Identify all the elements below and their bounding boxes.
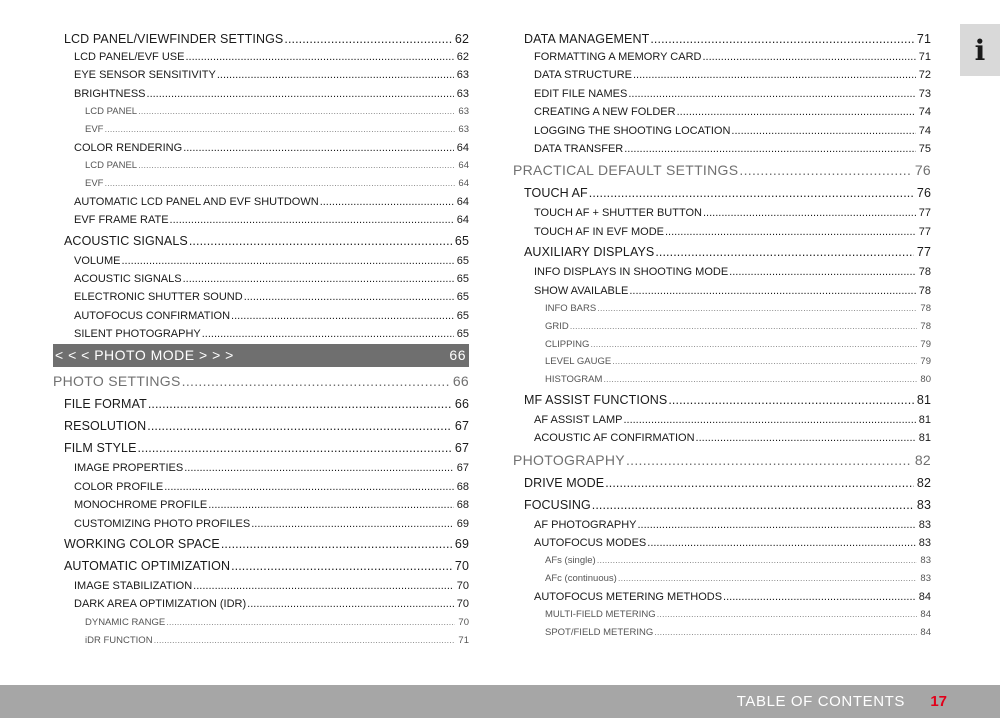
toc-entry[interactable] bbox=[513, 570, 931, 588]
toc-entry-label: AUXILIARY DISPLAYS bbox=[524, 245, 655, 260]
dot-leader bbox=[164, 478, 454, 496]
toc-entry-page: 64 bbox=[456, 141, 469, 154]
toc-entry-label: SHOW AVAILABLE bbox=[534, 284, 629, 297]
footer-title: TABLE OF CONTENTS bbox=[736, 693, 905, 710]
dot-leader bbox=[166, 614, 455, 632]
toc-entry[interactable] bbox=[53, 175, 469, 193]
toc-entry-label: LCD PANEL bbox=[85, 106, 138, 118]
toc-entry-page: 81 bbox=[916, 392, 931, 407]
dot-leader bbox=[668, 389, 914, 411]
toc-entry[interactable] bbox=[53, 533, 469, 555]
toc-entry-page: 83 bbox=[920, 555, 931, 567]
dot-leader bbox=[185, 48, 453, 66]
toc-entry[interactable] bbox=[513, 371, 931, 389]
dot-leader bbox=[729, 263, 916, 281]
toc-entry[interactable] bbox=[53, 515, 469, 533]
dot-leader bbox=[739, 158, 911, 182]
dot-leader bbox=[147, 415, 452, 437]
toc-entry[interactable] bbox=[53, 325, 469, 343]
dot-leader bbox=[696, 429, 916, 447]
toc-entry-label: AF PHOTOGRAPHY bbox=[534, 518, 637, 531]
toc-entry[interactable] bbox=[53, 270, 469, 288]
toc-entry-page: 82 bbox=[914, 451, 931, 468]
toc-entry[interactable] bbox=[513, 282, 931, 300]
toc-entry[interactable] bbox=[53, 393, 469, 415]
toc-entry-page: 71 bbox=[916, 32, 931, 46]
toc-entry-label: FOCUSING bbox=[524, 497, 591, 512]
toc-entry[interactable] bbox=[513, 552, 931, 570]
dot-leader bbox=[202, 325, 454, 343]
toc-entry-page: 77 bbox=[918, 225, 931, 238]
toc-entry[interactable] bbox=[513, 494, 931, 516]
toc-entry[interactable] bbox=[513, 204, 931, 222]
toc-entry-page: 78 bbox=[920, 320, 931, 332]
toc-entry-page: 78 bbox=[918, 266, 931, 279]
toc-entry-label: FILM STYLE bbox=[64, 441, 137, 456]
toc-entry-label: DATA STRUCTURE bbox=[534, 69, 632, 82]
toc-entry-page: 83 bbox=[916, 497, 931, 512]
toc-entry[interactable] bbox=[53, 66, 469, 84]
toc-entry-page: 72 bbox=[918, 69, 931, 82]
toc-entry[interactable] bbox=[53, 288, 469, 306]
toc-entry-label: iDR FUNCTION bbox=[85, 634, 153, 646]
toc-entry-label: BRIGHTNESS bbox=[74, 87, 146, 100]
toc-entry-label: DARK AREA OPTIMIZATION (IDR) bbox=[74, 598, 247, 611]
dot-leader bbox=[633, 66, 916, 84]
page-footer bbox=[0, 685, 1000, 718]
dot-leader bbox=[618, 570, 918, 588]
dot-leader bbox=[703, 204, 916, 222]
toc-entry-label: HISTOGRAM bbox=[545, 374, 603, 386]
toc-entry-label: COLOR RENDERING bbox=[74, 141, 183, 154]
dot-leader bbox=[654, 624, 917, 642]
toc-entry[interactable] bbox=[513, 389, 931, 411]
dot-leader bbox=[624, 140, 916, 158]
toc-entry[interactable] bbox=[513, 624, 931, 642]
toc-entry[interactable] bbox=[53, 614, 469, 632]
toc-entry-page: 81 bbox=[918, 432, 931, 445]
dot-leader bbox=[231, 555, 452, 577]
toc-entry[interactable] bbox=[53, 48, 469, 66]
dot-leader bbox=[170, 211, 454, 229]
info-tab bbox=[960, 24, 1000, 76]
toc-entry-label: ACOUSTIC AF CONFIRMATION bbox=[534, 432, 695, 445]
toc-entry[interactable] bbox=[53, 139, 469, 157]
dot-leader bbox=[603, 371, 917, 389]
toc-entry-label: AUTOMATIC OPTIMIZATION bbox=[64, 559, 231, 574]
dot-leader bbox=[208, 496, 454, 514]
toc-entry[interactable] bbox=[513, 48, 931, 66]
toc-entry-label: DATA TRANSFER bbox=[534, 142, 624, 155]
toc-entry-page: 78 bbox=[920, 302, 931, 314]
toc-entry-label: DRIVE MODE bbox=[524, 475, 605, 490]
dot-leader bbox=[657, 606, 918, 624]
dot-leader bbox=[121, 252, 453, 270]
toc-entry-page: 68 bbox=[456, 480, 469, 493]
toc-entry-page: 79 bbox=[920, 356, 931, 368]
toc-entry-label: SILENT PHOTOGRAPHY bbox=[74, 328, 201, 341]
toc-entry-label: COLOR PROFILE bbox=[74, 480, 164, 493]
toc-entry-page: 64 bbox=[458, 160, 469, 172]
toc-entry-label: MF ASSIST FUNCTIONS bbox=[524, 392, 668, 407]
dot-leader bbox=[597, 300, 917, 318]
dot-leader bbox=[138, 103, 455, 121]
dot-leader bbox=[244, 288, 454, 306]
toc-entry[interactable] bbox=[513, 606, 931, 624]
toc-entry-page: 83 bbox=[918, 537, 931, 550]
dot-leader bbox=[589, 182, 914, 204]
toc-entry-label: AUTOFOCUS CONFIRMATION bbox=[74, 309, 231, 322]
toc-entry[interactable] bbox=[53, 595, 469, 613]
toc-entry-label: DYNAMIC RANGE bbox=[85, 616, 166, 628]
toc-entry-page: 82 bbox=[916, 475, 931, 490]
toc-entry-label: IMAGE STABILIZATION bbox=[74, 580, 193, 593]
dot-leader bbox=[184, 459, 454, 477]
dot-leader bbox=[138, 437, 452, 459]
dot-leader bbox=[183, 139, 454, 157]
dot-leader bbox=[148, 393, 452, 415]
toc-entry-label: TOUCH AF bbox=[524, 186, 588, 201]
toc-entry[interactable] bbox=[53, 555, 469, 577]
toc-entry-page: 75 bbox=[918, 142, 931, 155]
toc-entry-label: FILE FORMAT bbox=[64, 397, 147, 412]
dot-leader bbox=[650, 30, 914, 48]
toc-entry[interactable] bbox=[513, 66, 931, 84]
toc-entry-page: 77 bbox=[916, 245, 931, 260]
toc-entry-page: 65 bbox=[456, 309, 469, 322]
toc-entry-page: 84 bbox=[920, 627, 931, 639]
dot-leader bbox=[147, 85, 454, 103]
toc-section-heading[interactable] bbox=[53, 369, 469, 393]
toc-entry-page: 67 bbox=[454, 441, 469, 456]
toc-entry-label: AUTOFOCUS METERING METHODS bbox=[534, 591, 723, 604]
toc-entry-label: LCD PANEL bbox=[85, 160, 138, 172]
toc-entry-page: 62 bbox=[456, 51, 469, 63]
toc-entry-label: PHOTOGRAPHY bbox=[513, 451, 625, 468]
toc-entry-page: 63 bbox=[456, 87, 469, 100]
toc-entry-page: 63 bbox=[458, 106, 469, 118]
dot-leader bbox=[183, 270, 454, 288]
toc-entry-page: 68 bbox=[456, 499, 469, 512]
toc-entry-label: TOUCH AF IN EVF MODE bbox=[534, 225, 664, 238]
toc-section-heading[interactable] bbox=[513, 158, 931, 182]
toc-entry[interactable] bbox=[513, 429, 931, 447]
toc-entry-label: EVF bbox=[85, 123, 104, 135]
toc-entry-page: 69 bbox=[456, 517, 469, 530]
info-icon: i bbox=[974, 33, 986, 67]
toc-entry-page: 78 bbox=[918, 284, 931, 297]
dot-leader bbox=[251, 515, 454, 533]
toc-entry[interactable] bbox=[513, 516, 931, 534]
toc-entry-page: 83 bbox=[918, 518, 931, 531]
toc-entry[interactable] bbox=[53, 157, 469, 175]
toc-entry-page: 66 bbox=[449, 347, 466, 364]
toc-entry-label: CUSTOMIZING PHOTO PROFILES bbox=[74, 517, 251, 530]
toc-entry[interactable] bbox=[53, 632, 469, 650]
dot-leader bbox=[154, 632, 456, 650]
toc-entry[interactable] bbox=[513, 103, 931, 121]
dot-leader bbox=[320, 193, 454, 211]
toc-entry-page: 64 bbox=[458, 177, 469, 189]
toc-entry-label: DATA MANAGEMENT bbox=[524, 32, 650, 46]
toc-entry-page: 74 bbox=[918, 124, 931, 137]
dot-leader bbox=[182, 369, 450, 393]
toc-entry[interactable] bbox=[513, 336, 931, 354]
toc-entry-page: 66 bbox=[454, 397, 469, 412]
toc-entry[interactable] bbox=[53, 577, 469, 595]
toc-entry-label: EYE SENSOR SENSITIVITY bbox=[74, 69, 216, 82]
toc-entry-page: 84 bbox=[920, 609, 931, 621]
toc-entry-label: AUTOFOCUS MODES bbox=[534, 537, 647, 550]
toc-entry-label: LCD PANEL/VIEWFINDER SETTINGS bbox=[64, 32, 284, 46]
dot-leader bbox=[570, 318, 918, 336]
toc-entry[interactable] bbox=[53, 478, 469, 496]
toc-entry-page: 73 bbox=[918, 87, 931, 100]
toc-entry[interactable] bbox=[53, 252, 469, 270]
toc-entry[interactable] bbox=[53, 459, 469, 477]
toc-entry[interactable] bbox=[513, 30, 931, 48]
toc-entry[interactable] bbox=[53, 30, 469, 48]
toc-entry-label: ACOUSTIC SIGNALS bbox=[74, 272, 182, 285]
dot-leader bbox=[623, 411, 915, 429]
dot-leader bbox=[217, 66, 454, 84]
toc-entry[interactable] bbox=[53, 103, 469, 121]
toc-entry-label: IMAGE PROPERTIES bbox=[74, 462, 184, 475]
toc-entry[interactable] bbox=[53, 437, 469, 459]
toc-entry[interactable] bbox=[53, 496, 469, 514]
toc-entry-page: 74 bbox=[918, 106, 931, 119]
toc-entry[interactable] bbox=[513, 472, 931, 494]
toc-entry-label: GRID bbox=[545, 320, 569, 332]
toc-entry-page: 62 bbox=[454, 32, 469, 46]
toc-entry-page: 76 bbox=[916, 186, 931, 201]
dot-leader bbox=[647, 534, 915, 552]
toc-entry[interactable] bbox=[513, 318, 931, 336]
toc-entry[interactable] bbox=[53, 211, 469, 229]
toc-entry-page: 63 bbox=[458, 123, 469, 135]
toc-entry[interactable] bbox=[513, 588, 931, 606]
toc-entry-page: 63 bbox=[456, 69, 469, 82]
toc-entry-page: 69 bbox=[454, 537, 469, 552]
dot-leader bbox=[221, 533, 452, 555]
dot-leader bbox=[104, 121, 455, 139]
dot-leader bbox=[592, 494, 914, 516]
toc-entry-page: 64 bbox=[456, 195, 469, 208]
toc-entry-label: RESOLUTION bbox=[64, 419, 147, 434]
toc-entry-page: 77 bbox=[918, 207, 931, 220]
dot-leader bbox=[247, 595, 454, 613]
page-number: 17 bbox=[930, 693, 947, 710]
dot-leader bbox=[637, 516, 915, 534]
toc-entry-page: 65 bbox=[456, 291, 469, 304]
dot-leader bbox=[612, 353, 917, 371]
toc-entry-page: 83 bbox=[920, 573, 931, 585]
toc-entry-label: EVF bbox=[85, 177, 104, 189]
toc-entry[interactable] bbox=[513, 263, 931, 281]
toc-entry[interactable] bbox=[513, 85, 931, 103]
toc-section-heading[interactable] bbox=[513, 448, 931, 472]
toc-entry-page: 65 bbox=[456, 328, 469, 341]
dot-leader bbox=[731, 122, 915, 140]
toc-entry[interactable] bbox=[53, 121, 469, 139]
toc-entry[interactable] bbox=[513, 241, 931, 263]
toc-entry-label: LOGGING THE SHOOTING LOCATION bbox=[534, 124, 731, 137]
dot-leader bbox=[677, 103, 916, 121]
dot-leader bbox=[590, 336, 917, 354]
toc-entry[interactable] bbox=[513, 122, 931, 140]
dot-leader bbox=[231, 307, 454, 325]
toc-entry[interactable] bbox=[513, 300, 931, 318]
toc-entry[interactable] bbox=[513, 534, 931, 552]
dot-leader bbox=[723, 588, 916, 606]
toc-entry-label: CLIPPING bbox=[545, 338, 590, 350]
toc-entry-page: 76 bbox=[914, 162, 931, 179]
toc-entry-label: MONOCHROME PROFILE bbox=[74, 499, 208, 512]
toc-entry[interactable] bbox=[53, 85, 469, 103]
toc-entry-label: AFc (continuous) bbox=[545, 573, 617, 585]
toc-column-left bbox=[53, 30, 469, 649]
toc-entry-label: INFO BARS bbox=[545, 302, 597, 314]
toc-entry-page: 84 bbox=[918, 591, 931, 604]
dot-leader bbox=[655, 241, 914, 263]
toc-chapter-bar[interactable] bbox=[53, 344, 469, 367]
toc-entry-label: MULTI-FIELD METERING bbox=[545, 609, 656, 621]
toc-entry-page: 64 bbox=[456, 214, 469, 227]
toc-entry-label: ELECTRONIC SHUTTER SOUND bbox=[74, 291, 243, 304]
toc-entry-page: 71 bbox=[458, 634, 469, 646]
toc-entry-label: < < < PHOTO MODE > > > bbox=[55, 347, 234, 364]
toc-entry-label: TOUCH AF + SHUTTER BUTTON bbox=[534, 207, 702, 220]
toc-entry-label: AFs (single) bbox=[545, 555, 596, 567]
dot-leader bbox=[665, 223, 916, 241]
toc-entry-label: VOLUME bbox=[74, 254, 121, 267]
toc-entry-label: FORMATTING A MEMORY CARD bbox=[534, 51, 702, 63]
toc-entry-page: 65 bbox=[456, 254, 469, 267]
dot-leader bbox=[626, 448, 912, 472]
toc-entry-page: 65 bbox=[456, 272, 469, 285]
toc-entry-label: SPOT/FIELD METERING bbox=[545, 627, 654, 639]
toc-entry[interactable] bbox=[513, 182, 931, 204]
toc-entry-label: LEVEL GAUGE bbox=[545, 356, 612, 368]
toc-entry-page: 80 bbox=[920, 374, 931, 386]
toc-entry[interactable] bbox=[513, 140, 931, 158]
toc-entry[interactable] bbox=[53, 230, 469, 252]
dot-leader bbox=[629, 282, 915, 300]
toc-entry-label: EDIT FILE NAMES bbox=[534, 87, 628, 100]
dot-leader bbox=[193, 577, 454, 595]
toc-entry-label: PRACTICAL DEFAULT SETTINGS bbox=[513, 162, 739, 179]
dot-leader bbox=[628, 85, 915, 103]
toc-entry[interactable] bbox=[513, 223, 931, 241]
toc-entry-page: 66 bbox=[452, 373, 469, 390]
toc-entry-page: 67 bbox=[456, 462, 469, 475]
toc-entry[interactable] bbox=[53, 307, 469, 325]
toc-entry-label: LCD PANEL/EVF USE bbox=[74, 51, 185, 63]
dot-leader bbox=[597, 552, 918, 570]
toc-entry-label: PHOTO SETTINGS bbox=[53, 373, 181, 390]
toc-entry-label: WORKING COLOR SPACE bbox=[64, 537, 220, 552]
toc-entry-page: 81 bbox=[918, 413, 931, 426]
toc-entry[interactable] bbox=[53, 415, 469, 437]
dot-leader bbox=[138, 157, 455, 175]
toc-column-right bbox=[513, 30, 931, 642]
toc-entry-page: 70 bbox=[458, 616, 469, 628]
toc-entry-page: 70 bbox=[454, 559, 469, 574]
toc-entry-page: 79 bbox=[920, 338, 931, 350]
toc-entry-page: 70 bbox=[456, 580, 469, 593]
toc-entry-label: AUTOMATIC LCD PANEL AND EVF SHUTDOWN bbox=[74, 195, 319, 208]
dot-leader bbox=[189, 230, 452, 252]
dot-leader bbox=[605, 472, 914, 494]
dot-leader bbox=[284, 30, 452, 48]
toc-entry-page: 70 bbox=[456, 598, 469, 611]
toc-entry[interactable] bbox=[513, 411, 931, 429]
toc-entry-page: 65 bbox=[454, 233, 469, 248]
toc-entry[interactable] bbox=[53, 193, 469, 211]
toc-entry-label: INFO DISPLAYS IN SHOOTING MODE bbox=[534, 266, 729, 279]
toc-entry-label: ACOUSTIC SIGNALS bbox=[64, 233, 188, 248]
toc-entry-page: 67 bbox=[454, 419, 469, 434]
toc-entry-label: EVF FRAME RATE bbox=[74, 214, 169, 227]
toc-entry-label: AF ASSIST LAMP bbox=[534, 413, 623, 426]
dot-leader bbox=[702, 48, 915, 66]
dot-leader bbox=[104, 175, 455, 193]
toc-entry-page: 71 bbox=[918, 51, 931, 63]
toc-entry[interactable] bbox=[513, 353, 931, 371]
toc-entry-label: CREATING A NEW FOLDER bbox=[534, 106, 676, 119]
